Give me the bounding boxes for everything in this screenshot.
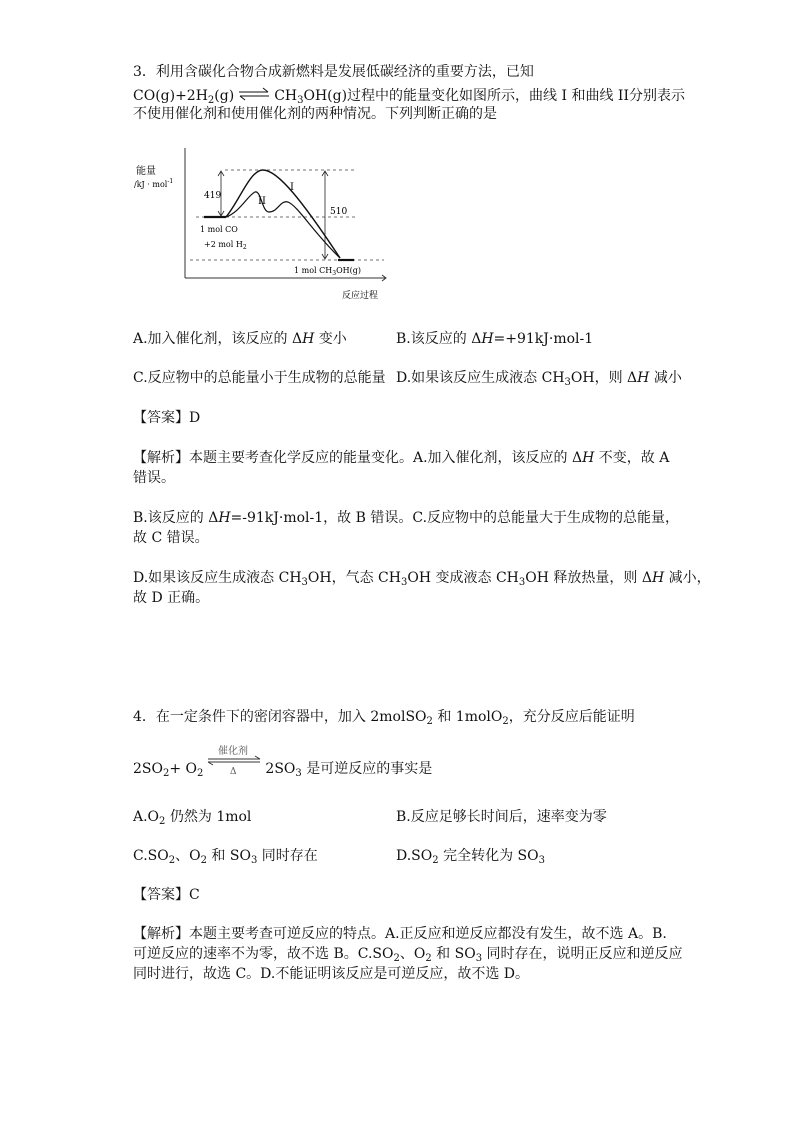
x-axis-label: 反应过程 [342, 291, 379, 301]
svg-text:/kJ · mol-1: /kJ · mol$^{-1}$ [134, 178, 174, 189]
product-label: 1 mol $CH_3OH(g)$ [294, 266, 361, 277]
reversible-arrow-icon [206, 746, 262, 777]
q4-explanation-line-1: 【解析】本题主要考查可逆反应的特点。A.正反应和逆反应都没有发生，故不选 A。B. [133, 926, 667, 942]
y-axis-label: 能量 [136, 166, 156, 177]
q3-explanation-line-5: D.如果该反应生成液态 $CH_3OH$，气态 $CH_3OH$ 变成液态 $CH_3OH$ 释放热量，则 ΔH 减小， [133, 570, 711, 588]
q3-answer: 【答案】D [133, 410, 201, 426]
q4-answer: 【答案】C [133, 887, 200, 903]
curve-i-label: I [290, 182, 294, 193]
q4-option-b: B.反应足够长时间后，速率变为零 [396, 809, 607, 825]
q4-stem-line-1: 4．在一定条件下的密闭容器中，加入 2molSO$_2$ 和 1molO$_2$，充分反应后能证明 [133, 709, 635, 727]
q4-explanation-line-2: 可逆反应的速率不为零，故不选 B。$C.SO_2$、$O_2$ 和 $SO_3$ 同时存在，说明正反应和逆反应 [133, 946, 683, 964]
q3-stem-line-2: $CO(g)+2H_2(g)$ $CH_3OH(g)$过程中的能量变化如图所示，曲线 I 和曲线 II分别表示 [133, 84, 685, 106]
q3-stem-line-1: 3．利用含碳化合物合成新燃料是发展低碳经济的重要方法，已知 [133, 64, 534, 80]
q3-option-d: D.如果该反应生成液态 $CH_3OH$，则 ΔH 减小 [396, 370, 682, 388]
curve-ii-label: II [258, 196, 266, 207]
q4-equation: $2SO_2+ O_2$ 催化剂 Δ $2SO_3$ 是可逆反应的事实是 [133, 746, 433, 779]
q4-explanation-line-3: 同时进行，故选 C。D.不能证明该反应是可逆反应，故不选 D。 [133, 966, 530, 982]
q3-explanation-line-6: 故 D 正确。 [133, 590, 210, 606]
label-419: 419 [204, 191, 222, 201]
energy-profile-diagram [128, 140, 398, 305]
q4-option-a: $A.O_2$ 仍然为 1mol [133, 809, 252, 827]
q3-option-b: B.该反应的 ΔH=+91kJ·mol-1 [396, 331, 594, 347]
svg-text:Δ: Δ [230, 767, 237, 777]
svg-text:催化剂: 催化剂 [218, 746, 249, 757]
q3-stem-line-3: 不使用催化剂和使用催化剂的两种情况。下列判断正确的是 [133, 106, 497, 122]
svg-text:+2 mol H2: +2 mol $H_2$ [204, 240, 247, 251]
q4-option-c: $C.SO_2$、$O_2$ 和 $SO_3$ 同时存在 [133, 848, 318, 866]
q3-option-c: C.反应物中的总能量小于生成物的总能量 [133, 370, 386, 386]
q3-explanation-line-3: B.该反应的 ΔH=-91kJ·mol-1，故 B 错误。C.反应物中的总能量大于生成物的总能量， [133, 510, 680, 526]
equilibrium-arrow-icon [237, 84, 271, 104]
reactant-label: 1 mol CO [200, 225, 238, 234]
q3-explanation-line-1: 【解析】本题主要考查化学反应的能量变化。A.加入催化剂，该反应的 ΔH 不变，故 A [133, 450, 670, 466]
label-510: 510 [330, 207, 348, 217]
q3-explanation-line-4: 故 C 错误。 [133, 530, 209, 546]
q3-option-a: A.加入催化剂，该反应的 ΔH 变小 [133, 331, 347, 347]
q3-explanation-line-2: 错误。 [133, 470, 175, 486]
q4-option-d: $D.SO_2$ 完全转化为 $SO_3$ [396, 848, 545, 866]
